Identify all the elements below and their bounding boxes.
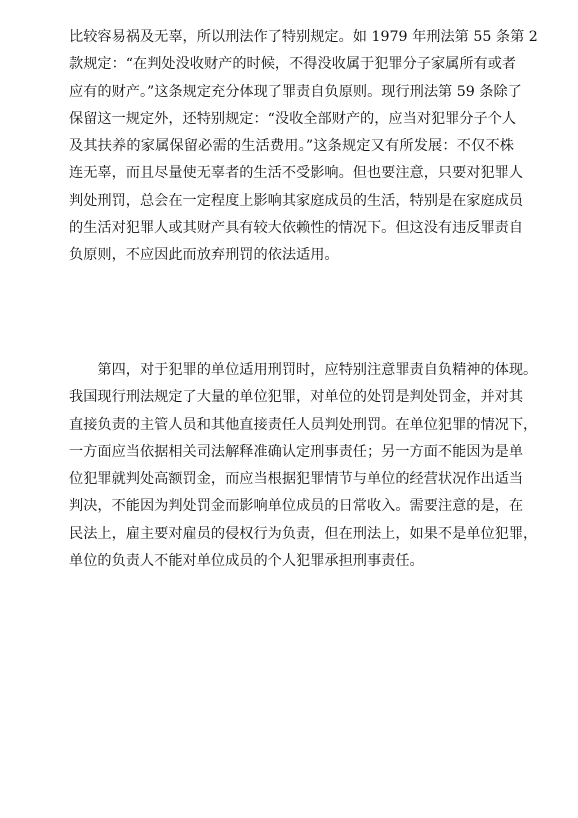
- text-line: 我国现行刑法规定了大量的单位犯罪，对单位的处罚是判处罚金，并对其: [69, 389, 524, 406]
- text-line: 直接负责的主管人员和其他直接责任人员判处刑罚。在单位犯罪的情况下，: [69, 416, 538, 433]
- text-line: 的生活对犯罪人或其财产具有较大依赖性的情况下。但这没有违反罪责自: [69, 220, 524, 237]
- text-line: 连无辜，而且尽量使无辜者的生活不受影响。但也要注意，只要对犯罪人: [69, 165, 524, 182]
- text-line: 保留这一规定外，还特别规定：“没收全部财产的，应当对犯罪分子个人: [69, 110, 517, 127]
- paragraph-unit-crime: [69, 357, 538, 575]
- text-line: 及其扶养的家属保留必需的生活费用。”这条规定又有所发展：不仅不株: [69, 138, 514, 155]
- text-line: 单位的负责人不能对单位成员的个人犯罪承担刑事责任。: [69, 553, 424, 570]
- text-line: 位犯罪就判处高额罚金，而应当根据犯罪情节与单位的经营状况作出适当: [69, 471, 524, 488]
- text-line: 应有的财产。”这条规定充分体现了罪责自负原则。现行刑法第 59 条除了: [69, 83, 522, 100]
- text-line: 判决，不能因为判处罚金而影响单位成员的日常收入。需要注意的是，在: [69, 498, 524, 515]
- text-line: 一方面应当依据相关司法解释准确认定刑事责任；另一方面不能因为是单: [69, 443, 524, 460]
- text-line: 第四，对于犯罪的单位适用刑罚时，应特别注意罪责自负精神的体现。: [69, 362, 538, 378]
- text-line: 比较容易祸及无辜，所以刑法作了特别规定。如 1979 年刑法第 55 条第 2: [69, 29, 538, 45]
- paragraph-confiscation-principle: [69, 24, 538, 270]
- text-line: 负原则，不应因此而放弃刑罚的依法适用。: [69, 247, 339, 264]
- text-line: 民法上，雇主要对雇员的侵权行为负责，但在刑法上，如果不是单位犯罪，: [69, 525, 538, 542]
- text-line: 款规定：“在判处没收财产的时候，不得没收属于犯罪分子家属所有或者: [69, 56, 517, 73]
- text-line: 判处刑罚，总会在一定程度上影响其家庭成员的生活，特别是在家庭成员: [69, 192, 524, 209]
